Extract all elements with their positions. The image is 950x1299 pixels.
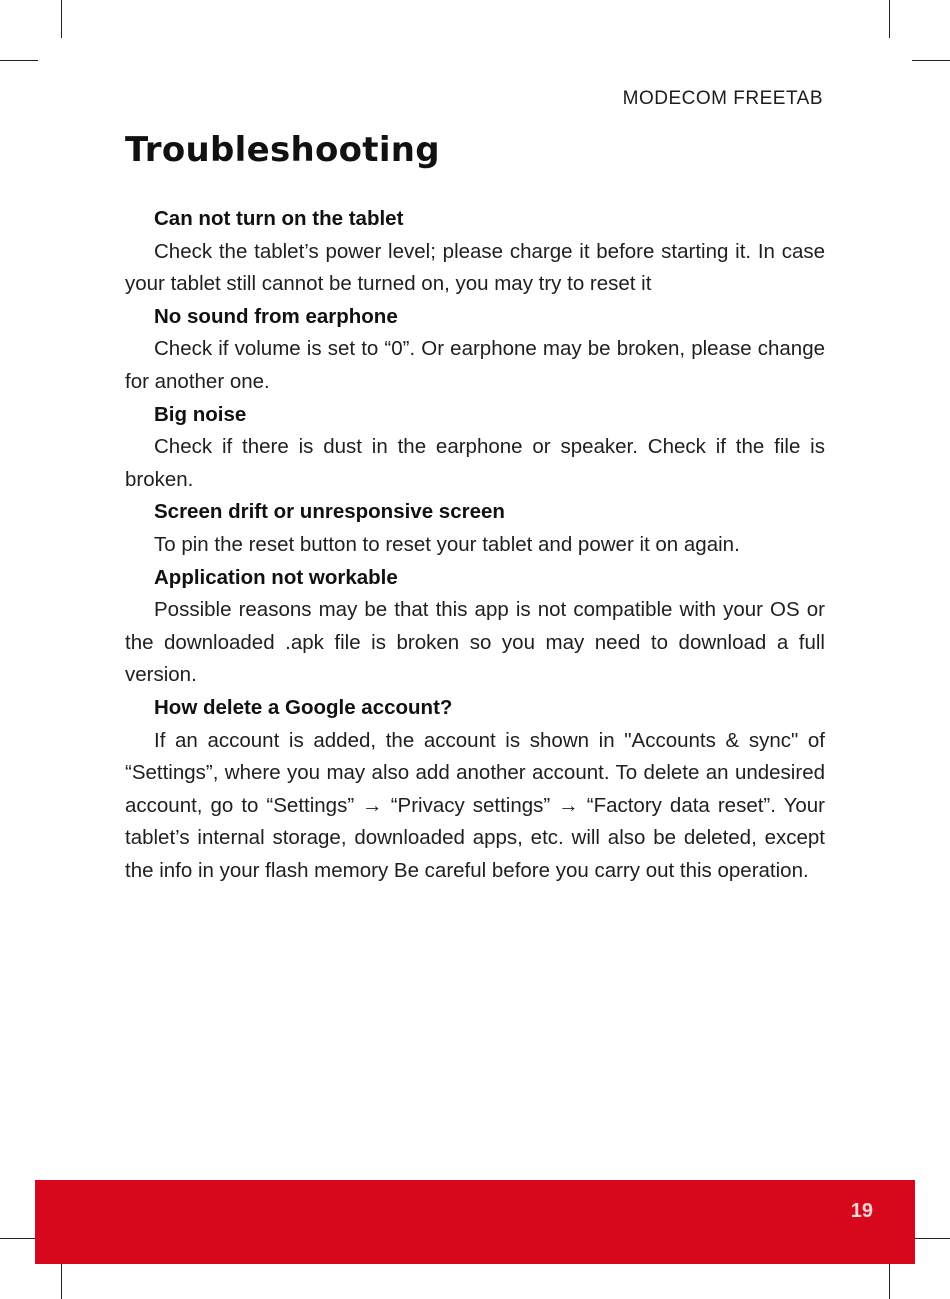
faq-answer: If an account is added, the account is shown in "Accounts & sync" of “Settings”, where you may also add another account. To delete an undesired account, go to “Settings” → “Privacy settings” → “Factory data reset”. Your tablet’s internal storage, downloaded apps, etc. will also be deleted, except the info in your flash memory Be careful before you carry out this operation. — [125, 728, 825, 882]
faq-answer: Check the tablet’s power level; please charge it before starting it. In case your tablet still cannot be turned on, you may try to reset it — [125, 239, 825, 296]
faq-heading: Big noise — [154, 402, 247, 426]
troubleshooting-content — [125, 203, 825, 887]
faq-answer: To pin the reset button to reset your tablet and power it on again. — [154, 532, 740, 556]
crop-mark — [0, 1238, 38, 1239]
crop-mark — [912, 1238, 950, 1239]
faq-item — [125, 399, 825, 497]
faq-item — [125, 496, 825, 561]
page-number: 19 — [850, 1200, 873, 1222]
crop-mark — [889, 1261, 890, 1299]
crop-mark — [61, 1261, 62, 1299]
faq-answer: Check if volume is set to “0”. Or earphone may be broken, please change for another one. — [125, 337, 825, 393]
faq-answer: Possible reasons may be that this app is not compatible with your OS or the downloaded .apk file is broken so you may need to download a full version. — [125, 598, 825, 687]
footer-band — [35, 1180, 915, 1264]
crop-mark — [61, 0, 62, 38]
faq-answer: Check if there is dust in the earphone or speaker. Check if the file is broken. — [125, 435, 825, 491]
crop-mark — [0, 60, 38, 61]
faq-item — [125, 562, 825, 692]
faq-heading: Can not turn on the tablet — [154, 207, 404, 230]
crop-mark — [889, 0, 890, 38]
page-title: Troubleshooting — [125, 130, 440, 170]
faq-heading: No sound from earphone — [154, 304, 398, 328]
faq-heading: How delete a Google account? — [154, 695, 453, 719]
crop-mark — [912, 60, 950, 61]
faq-item — [125, 203, 825, 301]
faq-item — [125, 692, 825, 888]
faq-heading: Screen drift or unresponsive screen — [154, 500, 505, 524]
brand-header: MODECOM FREETAB — [622, 88, 823, 109]
faq-heading: Application not workable — [154, 565, 398, 589]
faq-item — [125, 301, 825, 399]
